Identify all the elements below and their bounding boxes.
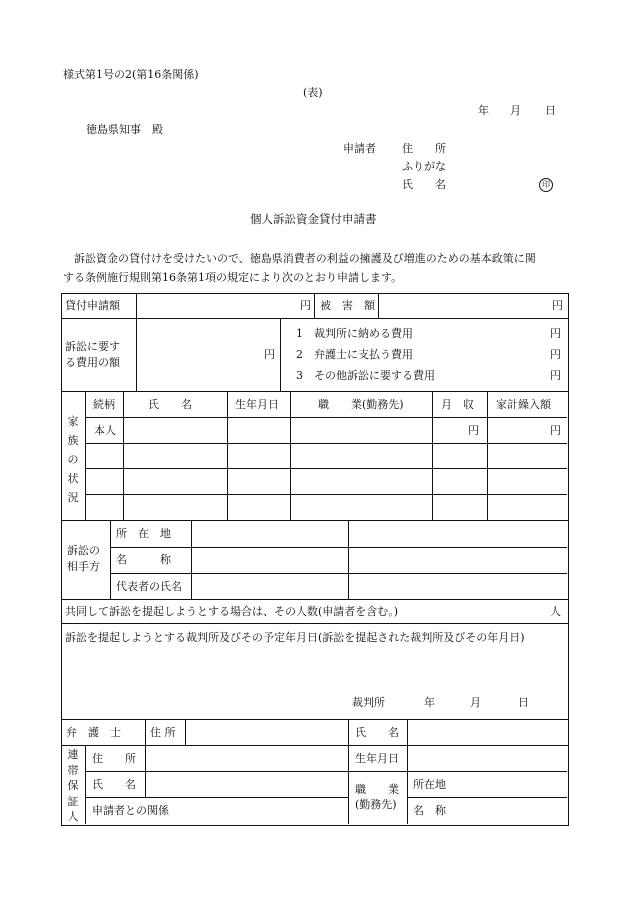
intro-line-1: 訴訟資金の貸付けを受けたいので、徳島県消費者の利益の擁護及び増進のための基本政策に関 (74, 252, 536, 265)
form-number: 様式第1号の2(第16条関係) (63, 68, 199, 81)
addressee: 徳島県知事 殿 (86, 123, 163, 136)
damage-amount-label: 被 害 額 (320, 299, 375, 312)
lawyer-name-label: 氏 名 (355, 726, 399, 739)
family-self-income-yen: 円 (468, 424, 479, 437)
guarantor-birthdate-label: 生年月日 (355, 752, 399, 765)
opponent-address-label: 所 在 地 (116, 527, 171, 540)
seal-mark: 印 (539, 178, 553, 192)
guarantor-employer-location-label: 所在地 (413, 778, 446, 791)
family-section-label: 家族の状況 (67, 415, 79, 504)
family-header-income: 月 収 (441, 398, 474, 411)
damage-amount-yen: 円 (552, 299, 563, 312)
guarantor-occupation-line-1: 職 業 (355, 783, 399, 796)
court-suffix: 裁判所 (352, 696, 385, 709)
applicant-name-label: 氏 名 (402, 178, 446, 191)
joint-plaintiffs-unit: 人 (550, 605, 561, 618)
cost-total-yen: 円 (264, 348, 275, 361)
cost-item-lawyer: 2 弁護士に支払う費用 (296, 348, 413, 361)
court-year: 年 (424, 696, 435, 709)
loan-amount-label: 貸付申請額 (65, 299, 120, 312)
family-self-contribution-yen: 円 (550, 424, 561, 437)
applicant-furigana-label: ふりがな (402, 160, 446, 173)
opponent-label-line-2: 相手方 (67, 560, 100, 573)
cost-item-other-yen: 円 (550, 369, 561, 382)
lawyer-label: 弁 護 士 (66, 726, 121, 739)
loan-amount-yen: 円 (300, 299, 311, 312)
form-side: (表) (303, 86, 323, 99)
family-row-self: 本人 (94, 424, 116, 437)
cost-label-line-2: る費用の額 (65, 356, 120, 369)
intro-line-2: する条例施行規則第16条第1項の規定により次のとおり申請します。 (63, 271, 403, 284)
family-header-name: 氏 名 (148, 398, 192, 411)
court-text: 訴訟を提起しようとする裁判所及びその予定年月日(訴訟を提起された裁判所及びその年月日) (65, 631, 525, 644)
date-year: 年 (478, 104, 489, 117)
applicant-address-label: 住 所 (402, 142, 446, 155)
opponent-label-line-1: 訴訟の (67, 544, 100, 557)
guarantor-occupation-line-2: (勤務先) (355, 798, 397, 811)
date-month: 月 (510, 104, 521, 117)
applicant-label: 申請者 (343, 142, 376, 155)
guarantor-name-label: 氏 名 (92, 778, 136, 791)
cost-item-court-yen: 円 (550, 327, 561, 340)
lawyer-address-label: 住 所 (150, 726, 176, 739)
cost-item-other: 3 その他訴訟に要する費用 (296, 369, 435, 382)
joint-plaintiffs-text: 共同して訴訟を提起しようとする場合は、その人数(申請者を含む。) (65, 605, 399, 618)
opponent-representative-label: 代表者の氏名 (116, 580, 182, 593)
family-header-occupation: 職 業(勤務先) (318, 398, 404, 411)
court-month: 月 (470, 696, 481, 709)
cost-item-court: 1 裁判所に納める費用 (296, 327, 413, 340)
guarantor-employer-name-label: 名 称 (413, 804, 446, 817)
date-day: 日 (545, 104, 556, 117)
family-header-relation: 続柄 (93, 398, 115, 411)
guarantor-relation-label: 申請者との関係 (92, 804, 169, 817)
court-day: 日 (518, 696, 529, 709)
document-title: 個人訴訟資金貸付申請書 (250, 212, 377, 226)
opponent-name-label: 名 称 (116, 553, 171, 566)
cost-label-line-1: 訴訟に要す (65, 340, 120, 353)
family-header-birthdate: 生年月日 (235, 398, 279, 411)
cost-item-lawyer-yen: 円 (550, 348, 561, 361)
guarantor-address-label: 住 所 (92, 752, 136, 765)
guarantor-section-label: 連帯保証人 (67, 748, 79, 823)
family-header-contribution: 家計繰入額 (496, 398, 551, 411)
